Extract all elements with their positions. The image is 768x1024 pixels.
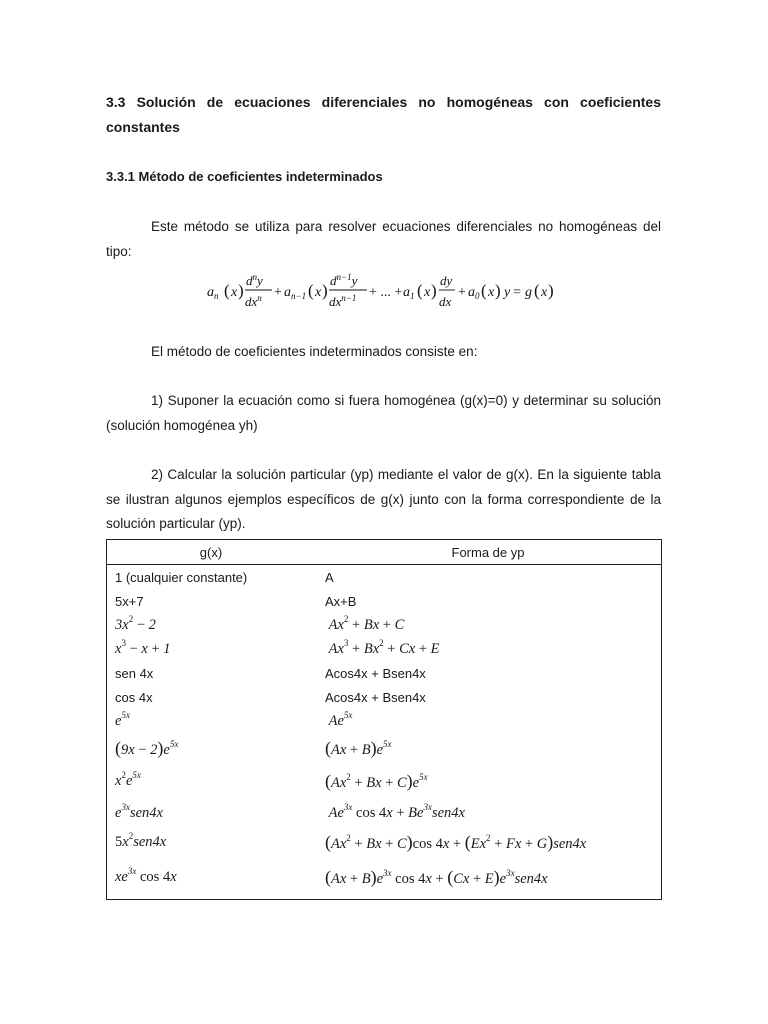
svg-text:a1: $a_1$ <box>403 285 415 301</box>
table-row <box>107 565 662 590</box>
svg-text:): ) <box>431 281 437 300</box>
section-heading: 3.3 Solución de ecuaciones diferenciales no homogéneas con coeficientes constantes <box>106 94 661 135</box>
cell-yp: $Ae^{5x}$ <box>325 709 353 729</box>
svg-text:dxn: $dx^n$ <box>245 293 262 309</box>
svg-text:x: x <box>424 285 431 300</box>
svg-text:(: ( <box>224 281 230 300</box>
cell-yp: $(Ax^2 + Bx + C)e^{5x}$ <box>325 770 428 791</box>
table-row <box>107 637 662 661</box>
cell-gx: $e^{3x}sen4x$ <box>115 801 163 821</box>
svg-text:(: ( <box>308 281 314 300</box>
particular-solution-table <box>106 539 662 900</box>
svg-text:(: ( <box>481 281 487 300</box>
table-row <box>107 827 662 857</box>
cell-gx: $x^2e^{5x}$ <box>115 769 141 789</box>
cell-gx: $5x^2sen4x$ <box>115 830 167 850</box>
cell-gx: $3x^2 - 2$ <box>115 613 156 633</box>
table-row <box>107 661 662 685</box>
svg-text:x: x <box>488 285 495 300</box>
cell-gx: $e^{5x}$ <box>115 709 130 729</box>
differential-equation <box>207 268 567 312</box>
table-row <box>107 709 662 733</box>
svg-text:dxn−1: $dx^{n-1}$ <box>329 293 357 309</box>
cell-gx: $x^3 - x + 1$ <box>115 637 171 657</box>
table-row <box>107 763 662 799</box>
svg-text:a0: $a_0$ <box>468 285 480 301</box>
paragraph-intro: Este método se utiliza para resolver ecuaciones diferenciales no homogéneas del tipo: <box>106 219 661 259</box>
svg-text:dny: $d^ny$ <box>246 272 263 288</box>
table-row <box>107 857 662 899</box>
cell-yp: $Ax^3 + Bx^2 + Cx + E$ <box>325 637 440 657</box>
paragraph-step2: 2) Calcular la solución particular (yp) mediante el valor de g(x). En la siguiente tabla se ilustran algunos ejemplos específicos de g(x) junto con la forma correspondiente de la solución particular (yp). <box>106 467 661 531</box>
column-header-gx: g(x) <box>107 540 316 565</box>
cell-gx: 1 (cualquier constante) <box>115 569 248 585</box>
cell-gx: cos 4x <box>115 689 153 705</box>
svg-text:an−1: $a_{n-1}$ <box>284 285 307 301</box>
svg-text:dn−1y: $d^{n-1}y$ <box>330 272 358 288</box>
svg-text:g: g <box>525 285 532 300</box>
cell-gx: sen 4x <box>115 665 154 681</box>
cell-yp: Ax+B <box>325 593 357 609</box>
svg-text:): ) <box>322 281 328 300</box>
cell-yp: Acos4x + Bsen4x <box>325 665 426 681</box>
cell-yp: $Ae^{3x}$ $\cos 4x + Be^{3x}sen4x$ <box>325 801 465 821</box>
table-row <box>107 685 662 709</box>
table-row <box>107 589 662 613</box>
svg-text:(: ( <box>417 281 423 300</box>
svg-text:y: y <box>504 285 511 300</box>
svg-text:(: ( <box>534 281 540 300</box>
svg-text:): ) <box>495 281 501 300</box>
table-row <box>107 733 662 763</box>
cell-gx: 5x+7 <box>115 593 144 609</box>
svg-text:+: + <box>458 285 466 300</box>
svg-text:=: = <box>513 285 521 300</box>
column-header-yp: Forma de yp <box>315 540 662 565</box>
svg-text:dy: dy <box>440 273 453 288</box>
svg-text:x: x <box>315 285 322 300</box>
svg-text:an: $a_n$ <box>207 285 219 301</box>
cell-yp: $(Ax + B)e^{3x}$ $\cos 4x + (Cx + E)e^{3x}sen4x$ <box>325 867 548 888</box>
svg-text:x: x <box>541 285 548 300</box>
svg-text:x: x <box>231 285 238 300</box>
table-row <box>107 799 662 827</box>
svg-text:): ) <box>238 281 244 300</box>
cell-yp: A <box>325 569 334 585</box>
svg-text:dx: dx <box>439 294 452 309</box>
paragraph-step1: 1) Suponer la ecuación como si fuera homogénea (g(x)=0) y determinar su solución (solución homogénea yh) <box>106 393 661 433</box>
svg-text:+ ... +: + ... + <box>369 285 403 300</box>
cell-yp: Acos4x + Bsen4x <box>325 689 426 705</box>
svg-text:): ) <box>548 281 554 300</box>
cell-gx: $xe^{3x}$ cos 4x <box>115 866 177 886</box>
paragraph-consists: El método de coeficientes indeterminados consiste en: <box>151 344 478 359</box>
cell-yp: $(Ax + B)e^{5x}$ <box>325 737 392 758</box>
table-row <box>107 613 662 637</box>
cell-yp: (Ax$^2$ + Bx + C)cos 4x + (Ex$^2$ + Fx + G)sen4x <box>325 831 587 852</box>
table-header-row <box>107 540 662 565</box>
cell-gx: $(9x - 2)e^{5x}$ <box>115 737 179 758</box>
svg-text:+: + <box>274 285 282 300</box>
cell-yp: Ax$^2$ + Bx + C <box>325 613 405 633</box>
subsection-heading: 3.3.1 Método de coeficientes indeterminados <box>106 169 383 184</box>
